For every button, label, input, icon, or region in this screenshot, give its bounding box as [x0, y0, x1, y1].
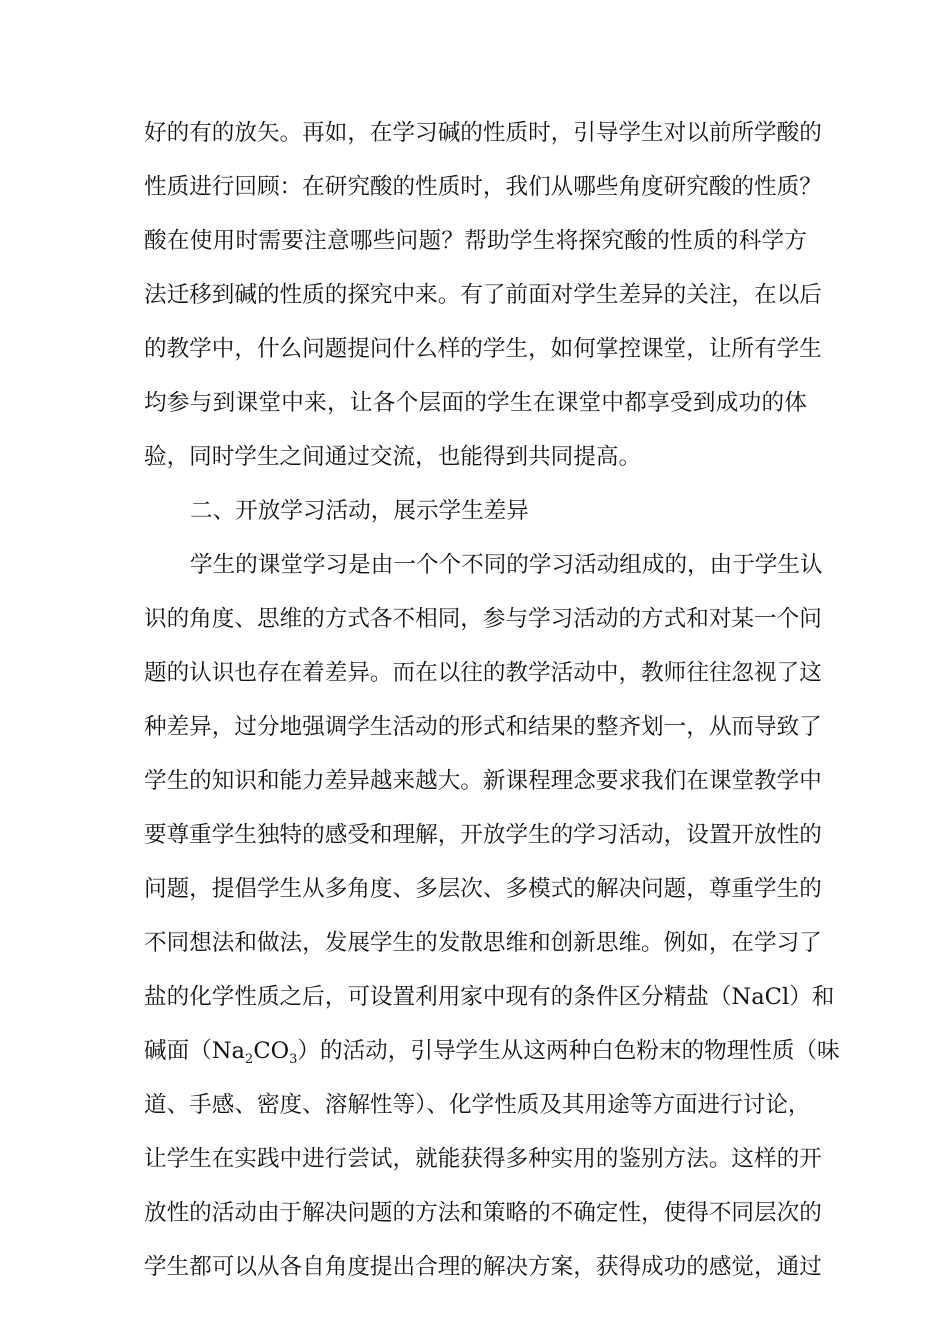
body-text-line: 的教学中，什么问题提问什么样的学生，如何掌控课堂，让所有学生	[144, 336, 822, 362]
formula-text-line	[144, 1031, 840, 1071]
body-text-line: 盐的化学性质之后，可设置利用家中现有的条件区分精盐（NaCl）和	[144, 984, 835, 1010]
formula-text-mid: CO	[253, 1038, 290, 1064]
body-text-line: 识的角度、思维的方式各不相同，参与学习活动的方式和对某一个问	[144, 606, 822, 632]
formula-subscript: 2	[245, 1052, 254, 1067]
body-text-line: 种差异，过分地强调学生活动的形式和结果的整齐划一，从而导致了	[144, 714, 822, 740]
body-text-line: 学生都可以从各自角度提出合理的解决方案，获得成功的感觉，通过	[144, 1254, 822, 1280]
formula-text-after: ）的活动，引导学生从这两种白色粉末的物理性质（味	[297, 1038, 840, 1064]
body-text-line: 验，同时学生之间通过交流，也能得到共同提高。	[144, 444, 642, 470]
body-text-line: 道、手感、密度、溶解性等）、化学性质及其用途等方面进行讨论，	[144, 1092, 811, 1118]
body-text-line: 让学生在实践中进行尝试，就能获得多种实用的鉴别方法。这样的开	[144, 1146, 822, 1172]
body-text-line: 酸在使用时需要注意哪些问题？帮助学生将探究酸的性质的科学方	[144, 228, 807, 254]
body-text-line: 学生的课堂学习是由一个个不同的学习活动组成的，由于学生认	[190, 552, 823, 578]
body-text-line: 要尊重学生独特的感受和理解，开放学生的学习活动，设置开放性的	[144, 822, 822, 848]
body-text-line: 放性的活动由于解决问题的方法和策略的不确定性，使得不同层次的	[144, 1200, 822, 1226]
body-text-line: 性质进行回顾：在研究酸的性质时，我们从哪些角度研究酸的性质？	[144, 174, 822, 200]
body-text-line: 好的有的放矢。再如，在学习碱的性质时，引导学生对以前所学酸的	[144, 120, 822, 146]
body-text-line: 法迁移到碱的性质的探究中来。有了前面对学生差异的关注，在以后	[144, 282, 822, 308]
section-heading: 二、开放学习活动，展示学生差异	[190, 498, 529, 524]
formula-subscript: 3	[289, 1052, 298, 1067]
body-text-line: 题的认识也存在着差异。而在以往的教学活动中，教师往往忽视了这	[144, 660, 822, 686]
body-text-line: 均参与到课堂中来，让各个层面的学生在课堂中都享受到成功的体	[144, 390, 807, 416]
body-text-line: 学生的知识和能力差异越来越大。新课程理念要求我们在课堂教学中	[144, 768, 822, 794]
body-text-line: 不同想法和做法，发展学生的发散思维和创新思维。例如，在学习了	[144, 930, 822, 956]
formula-text-before: 碱面（Na	[144, 1038, 246, 1064]
body-text-line: 问题，提倡学生从多角度、多层次、多模式的解决问题，尊重学生的	[144, 876, 822, 902]
